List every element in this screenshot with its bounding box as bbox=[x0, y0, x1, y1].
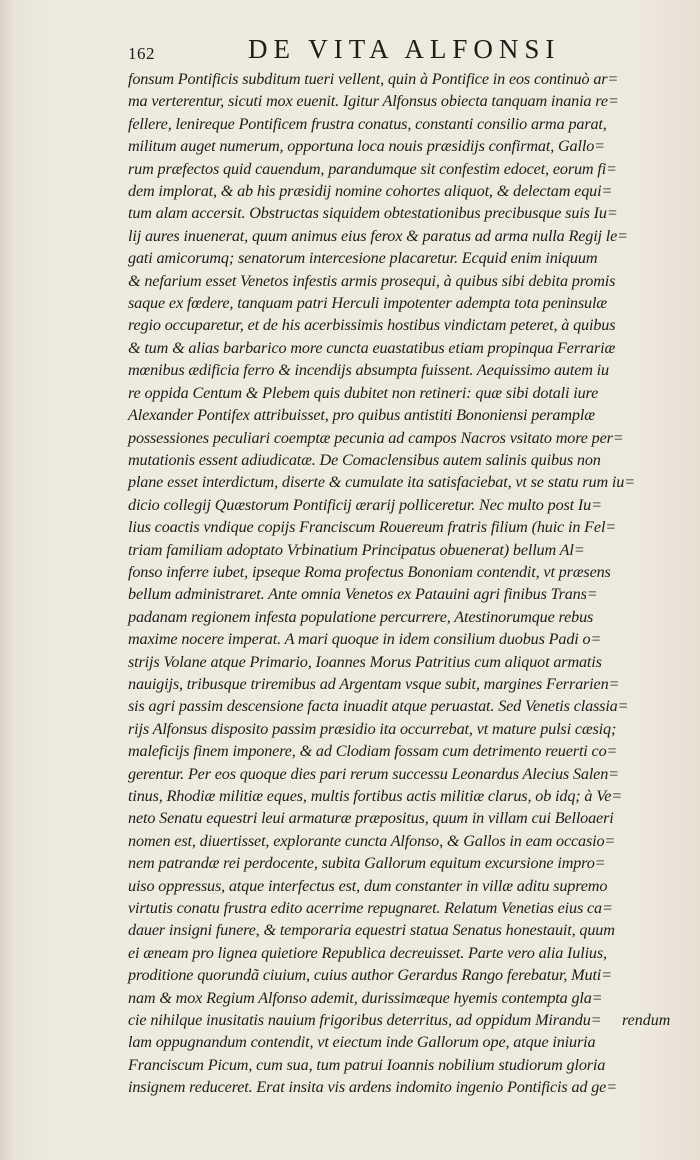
text-line: regio occuparetur, et de his acerbissimis hostibus vindictam peteret, à quibus bbox=[128, 316, 616, 335]
text-line: lij aures inuenerat, quum animus eius ferox & paratus ad arma nulla Regij le= bbox=[128, 226, 628, 245]
text-line: ma verterentur, sicuti mox euenit. Igitur Alfonsus obiecta tanquam inania re= bbox=[128, 92, 619, 111]
text-line: triam familiam adoptato Vrbinatium Principatus obuenerat) bellum Al= bbox=[128, 540, 585, 559]
text-line: lam oppugnandum contendit, vt eiectum inde Gallorum ope, atque iniuria bbox=[128, 1033, 596, 1052]
text-line: mutationis essent adiudicatæ. De Comaclensibus autem salinis quibus non bbox=[128, 450, 601, 469]
text-line: uiso oppressus, atque interfectus est, dum constanter in villæ aditu supremo bbox=[128, 876, 608, 895]
text-line: & nefarium esset Venetos infestis armis prosequi, à quibus sibi debita promis bbox=[128, 271, 616, 290]
text-line: & tum & alias barbarico more cuncta euastatibus etiam propinqua Ferrariæ bbox=[128, 338, 616, 357]
text-line: nomen est, diuertisset, explorante cuncta Alfonso, & Gallos in eam occasio= bbox=[128, 831, 616, 850]
text-line: neto Senatu equestri leui armaturæ præpositus, quum in villam cui Belloaeri bbox=[128, 809, 614, 828]
text-line: strijs Volane atque Primario, Ioannes Morus Patritius cum aliquot armatis bbox=[128, 652, 602, 671]
text-line: gerentur. Per eos quoque dies pari rerum successu Leonardus Alecius Salen= bbox=[128, 764, 619, 783]
text-line: rijs Alfonsus disposito passim præsidio ita occurrebat, vt mature pulsi cæsiq; bbox=[128, 719, 617, 738]
text-line: bellum administraret. Ante omnia Venetos ex Patauini agri finibus Trans= bbox=[128, 585, 598, 604]
running-head: DE VITA ALFONSI bbox=[248, 34, 561, 64]
text-line: fonsum Pontificis subditum tueri vellent, quin à Pontifice in eos continuò ar= bbox=[128, 70, 619, 88]
text-line: nem patrandæ rei perdocente, subita Gallorum equitum excursione impro= bbox=[128, 854, 606, 873]
text-line: cie nihilque inusitatis nauium frigoribus deterritus, ad oppidum Mirandu= bbox=[128, 1011, 602, 1030]
text-line: dem implorat, & ab his præsidij nomine cohortes aliquot, & delectam equi= bbox=[128, 182, 613, 201]
text-line: tinus, Rhodiæ militiæ eques, multis fortibus actis militiæ clarus, ob idq; à Ve= bbox=[128, 787, 623, 805]
text-line: ei æneam pro lignea quietiore Republica decreuisset. Parte vero alia Iulius, bbox=[128, 943, 607, 962]
body-text bbox=[128, 68, 676, 1099]
text-line: saque ex fœdere, tanquam patri Herculi impotenter adempta tota peninsulæ bbox=[128, 294, 607, 313]
text-line: dauer insigni funere, & temporaria equestri statua Senatus honestauit, quum bbox=[128, 921, 615, 940]
text-line: Alexander Pontifex attribuisset, pro quibus antistiti Bononiensi peramplæ bbox=[128, 406, 595, 425]
text-line: tum alam accersit. Obstructas siquidem obtestationibus precibusque suis Iu= bbox=[128, 204, 618, 223]
page-number: 162 bbox=[128, 44, 155, 63]
text-line: plane esset interdictum, diserte & cumulate ita satisfaciebat, vt se statu rum iu= bbox=[128, 473, 635, 492]
text-line: sis agri passim descensione facta inuadit atque peruastat. Sed Venetis classia= bbox=[128, 697, 629, 716]
text-line: nauigijs, tribusque triremibus ad Argentam vsque subit, margines Ferrarien= bbox=[128, 674, 620, 693]
text-line: lius coactis vndique copijs Franciscum Rouereum fratris filium (huic in Fel= bbox=[128, 518, 617, 537]
text-line: maleficijs finem imponere, & ad Clodiam fossam cum detrimento reuerti co= bbox=[128, 742, 618, 761]
text-line: proditione quorundã ciuium, cuius author Gerardus Rango ferebatur, Muti= bbox=[128, 966, 612, 985]
text-line: Franciscum Picum, cum sua, tum patrui Ioannis nobilium studiorum gloria bbox=[128, 1055, 606, 1074]
text-line: dicio collegij Quæstorum Pontificij ærarij polliceretur. Nec multo post Iu= bbox=[128, 495, 602, 514]
text-line: rum præfectos quid cauendum, parandumque sit confestim edocet, eorum fi= bbox=[128, 159, 617, 178]
text-line: possessiones peculiari coemptæ pecunia ad campos Nacros vsitato more per= bbox=[128, 428, 624, 447]
text-line: maxime nocere imperat. A mari quoque in idem consilium duobus Padi o= bbox=[128, 630, 602, 649]
catchword: rendum bbox=[622, 1012, 671, 1029]
text-line: virtutis conatu frustra edito acerrime repugnaret. Relatum Venetias eius ca= bbox=[128, 899, 613, 918]
text-line: gati amicorumq; senatorum intercesione placaretur. Ecquid enim iniquum bbox=[128, 249, 598, 268]
text-line: fellere, lenireque Pontificem frustra conatus, constanti consilio arma parat, bbox=[128, 114, 607, 133]
text-line: insignem reduceret. Erat insita vis ardens indomito ingenio Pontificis ad ge= bbox=[128, 1078, 617, 1097]
text-line: fonso inferre iubet, ipseque Roma profectus Bononiam contendit, vt præsens bbox=[128, 562, 611, 581]
text-line: padanam regionem infesta populatione percurrere, Atestinorumque rebus bbox=[128, 607, 594, 626]
text-line: mœnibus ædificia ferro & incendijs absumpta fuissent. Aequissimo autem iu bbox=[128, 361, 609, 380]
page-header bbox=[128, 34, 670, 68]
text-line: re oppida Centum & Plebem quis dubitet non retineri: quæ sibi dotali iure bbox=[128, 383, 599, 402]
text-line: militum auget numerum, opportuna loca nouis præsidijs confirmat, Gallo= bbox=[128, 137, 605, 156]
text-line: nam & mox Regium Alfonso ademit, durissimæque hyemis contempta gla= bbox=[128, 988, 603, 1007]
